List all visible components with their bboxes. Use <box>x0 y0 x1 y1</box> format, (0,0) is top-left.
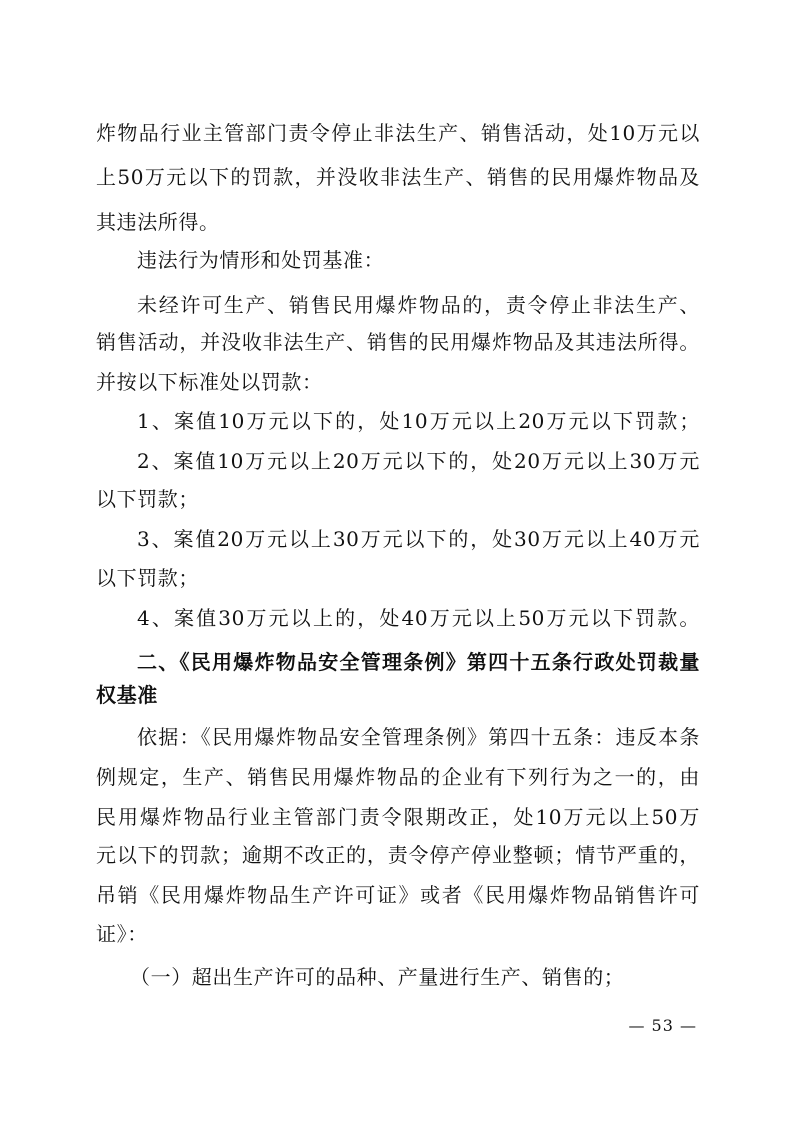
text-line: 以下罚款； <box>96 487 199 511</box>
text-line: 吊销《民用爆炸物品生产许可证》或者《民用爆炸物品销售许可 <box>96 883 700 907</box>
text-line: 炸物品行业主管部门责令停止非法生产、销售活动，处10万元以 <box>96 121 700 145</box>
text-line: 上50万元以下的罚款，并没收非法生产、销售的民用爆炸物品及 <box>96 165 700 189</box>
text-line: 以下罚款； <box>96 566 199 590</box>
list-item: 4、案值30万元以上的，处40万元以上50万元以下罚款。 <box>137 606 700 630</box>
text-line: 例规定，生产、销售民用爆炸物品的企业有下列行为之一的，由 <box>96 765 700 789</box>
section-label: 违法行为情形和处罚基准： <box>137 248 385 272</box>
section-heading: 二、《民用爆炸物品安全管理条例》第四十五条行政处罚裁量 <box>137 650 700 674</box>
text-line: 民用爆炸物品行业主管部门责令限期改正，处10万元以上50万 <box>96 805 700 829</box>
list-item: 2、案值10万元以上20万元以下的，处20万元以上30万元 <box>137 449 700 473</box>
section-heading: 权基准 <box>96 683 158 707</box>
text-line: 证》： <box>96 922 148 946</box>
list-item: 3、案值20万元以上30万元以下的，处30万元以上40万元 <box>137 527 700 551</box>
text-line: 其违法所得。 <box>96 210 220 234</box>
text-line: 销售活动，并没收非法生产、销售的民用爆炸物品及其违法所得。 <box>96 330 700 354</box>
text-line: 未经许可生产、销售民用爆炸物品的，责令停止非法生产、 <box>137 293 700 317</box>
page-number: — 53 — <box>628 1016 697 1035</box>
text-line: 元以下的罚款；逾期不改正的，责令停产停业整顿；情节严重的， <box>96 843 700 867</box>
text-line: 依据：《民用爆炸物品安全管理条例》第四十五条：违反本条 <box>137 725 700 749</box>
list-item: 1、案值10万元以下的，处10万元以上20万元以下罚款； <box>137 409 700 433</box>
text-line: 并按以下标准处以罚款： <box>96 370 323 394</box>
list-item: （一）超出生产许可的品种、产量进行生产、销售的； <box>130 965 625 989</box>
